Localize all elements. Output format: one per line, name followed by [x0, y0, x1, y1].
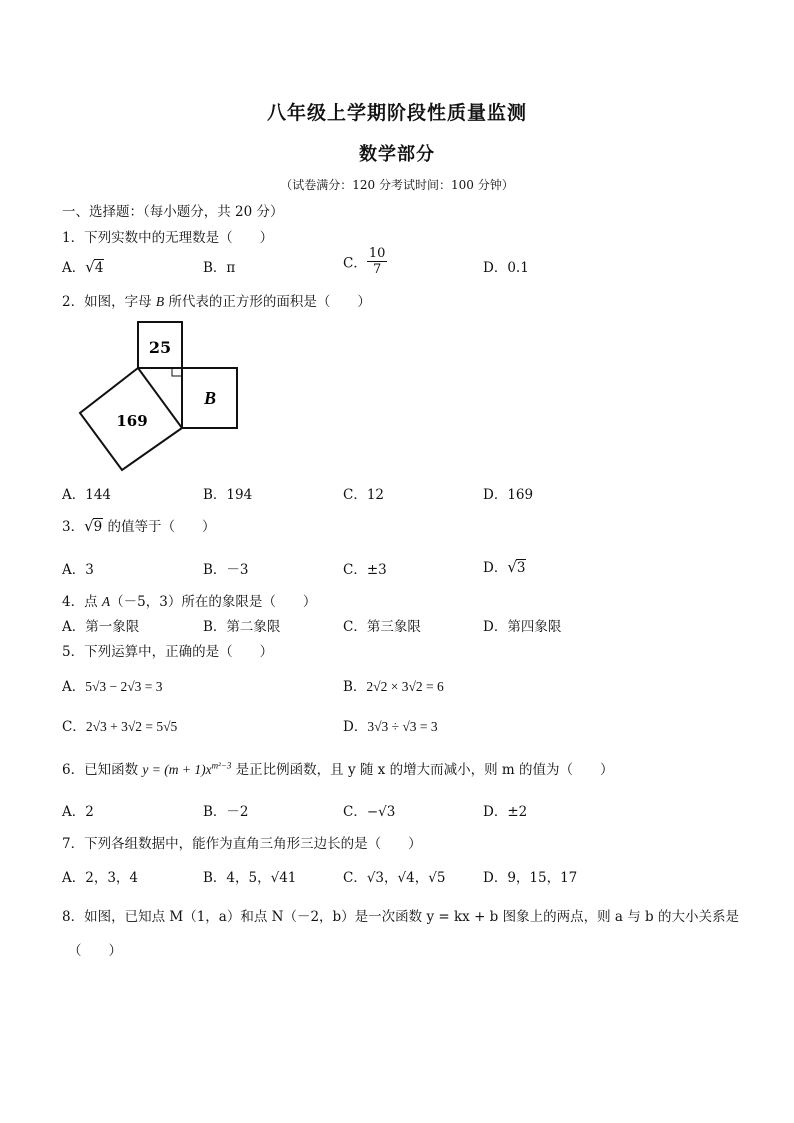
q3-stem-pre: 3． [62, 519, 85, 535]
q1-option-c [343, 246, 387, 277]
q7-option-d: D．9，15，17 [483, 870, 578, 886]
q2-option-d: D．169 [483, 487, 534, 503]
q4-option-a: A．第一象限 [62, 619, 140, 635]
q5-option-a-label: A． [62, 679, 86, 695]
question-8-answer-blank: （ ） [68, 943, 122, 959]
q7-option-a: A．2，3，4 [62, 870, 139, 886]
q5-option-a-expr: 5√3 − 2√3 = 3 [85, 679, 163, 694]
q1-option-c-label: C． [343, 255, 367, 272]
q1-option-c-numerator: 10 [368, 246, 386, 261]
page-title: 八年级上学期阶段性质量监测 [266, 102, 527, 124]
q3-option-a: A．3 [62, 562, 94, 578]
q1-option-a [62, 256, 104, 276]
q4-stem-post: （－5，3）所在的象限是（ ） [110, 594, 317, 610]
q5-option-d [343, 715, 438, 735]
sqrt-symbol: √4 [85, 258, 104, 276]
fraction [367, 246, 388, 277]
q4-stem-var: A [101, 594, 111, 609]
q3-option-b: B．－3 [203, 562, 249, 578]
q2-option-b: B．194 [203, 487, 253, 503]
q5-option-c-label: C． [62, 719, 86, 735]
q5-option-c [62, 715, 177, 735]
squares-figure [78, 318, 242, 478]
question-8-stem: 8．如图，已知点 M（1，a）和点 N（－2，b）是一次函数 y = kx + b 图象上的两点，则 a 与 b 的大小关系是 [62, 909, 739, 925]
question-1-stem: 1．下列实数中的无理数是（ ） [62, 230, 274, 246]
q7-option-c: C．√3，√4，√5 [343, 870, 446, 886]
question-4-stem [62, 590, 316, 610]
q1-option-a-arg: 4 [94, 260, 104, 276]
q5-option-c-expr: 2√3 + 3√2 = 5√5 [85, 719, 178, 734]
figure-label-right: B [203, 388, 217, 408]
section-heading: 一、选择题：（每小题分，共 20 分） [62, 204, 284, 220]
q4-stem-pre: 4．点 [62, 594, 102, 610]
q2-stem-post: 所代表的正方形的面积是（ ） [164, 294, 371, 310]
question-6-stem [62, 758, 613, 778]
q6-option-d: D．±2 [483, 804, 528, 820]
q3-stem-post: 的值等于（ ） [103, 519, 216, 535]
page-subtitle: 数学部分 [359, 144, 435, 165]
q5-option-b [343, 675, 444, 695]
q3-option-d-arg: 3 [516, 560, 526, 576]
q2-stem-var: B [155, 294, 165, 309]
question-5-stem: 5．下列运算中，正确的是（ ） [62, 644, 274, 660]
q7-option-b: B．4，5，√41 [203, 870, 297, 886]
q4-option-b: B．第二象限 [203, 619, 281, 635]
q1-option-a-label: A． [62, 260, 86, 276]
right-angle-marker [172, 368, 182, 376]
q6-stem-post: 是正比例函数，且 y 随 x 的增大而减小，则 m 的值为（ ） [231, 762, 614, 778]
q6-option-c: C．−√3 [343, 804, 396, 820]
q1-option-d: D．0.1 [483, 260, 529, 276]
question-7-stem: 7．下列各组数据中，能作为直角三角形三边长的是（ ） [62, 836, 422, 852]
q6-stem-pre: 6．已知函数 [62, 762, 143, 778]
q3-option-d [483, 556, 526, 576]
q5-option-d-expr: 3√3 ÷ √3 = 3 [367, 719, 438, 734]
q5-option-a [62, 675, 163, 695]
q3-stem-arg: 9 [93, 519, 103, 535]
q6-stem-function: y = (m + 1)x [142, 762, 212, 777]
q6-stem-exponent: m²−3 [211, 760, 232, 771]
question-3-stem [62, 515, 216, 535]
q3-option-d-label: D． [483, 560, 508, 576]
q5-option-d-label: D． [343, 719, 368, 735]
question-2-stem [62, 290, 371, 310]
q3-option-c: C．±3 [343, 562, 387, 578]
figure-label-top: 25 [148, 338, 172, 357]
q6-option-b: B．－2 [203, 804, 249, 820]
q1-option-b: B．π [203, 260, 236, 276]
q5-option-b-label: B． [343, 679, 367, 695]
sqrt-symbol: √3 [507, 558, 526, 576]
sqrt-symbol: √9 [84, 517, 103, 535]
q2-stem-pre: 2．如图，字母 [62, 294, 156, 310]
exam-note: （试卷满分：120 分考试时间：100 分钟） [280, 178, 514, 192]
q4-option-c: C．第三象限 [343, 619, 421, 635]
q2-option-a: A．144 [62, 487, 112, 503]
q1-option-c-denominator: 7 [372, 262, 382, 277]
figure-label-left: 169 [116, 412, 148, 430]
q5-option-b-expr: 2√2 × 3√2 = 6 [366, 679, 444, 694]
q4-option-d: D．第四象限 [483, 619, 562, 635]
q6-option-a: A．2 [62, 804, 94, 820]
q2-option-c: C．12 [343, 487, 385, 503]
